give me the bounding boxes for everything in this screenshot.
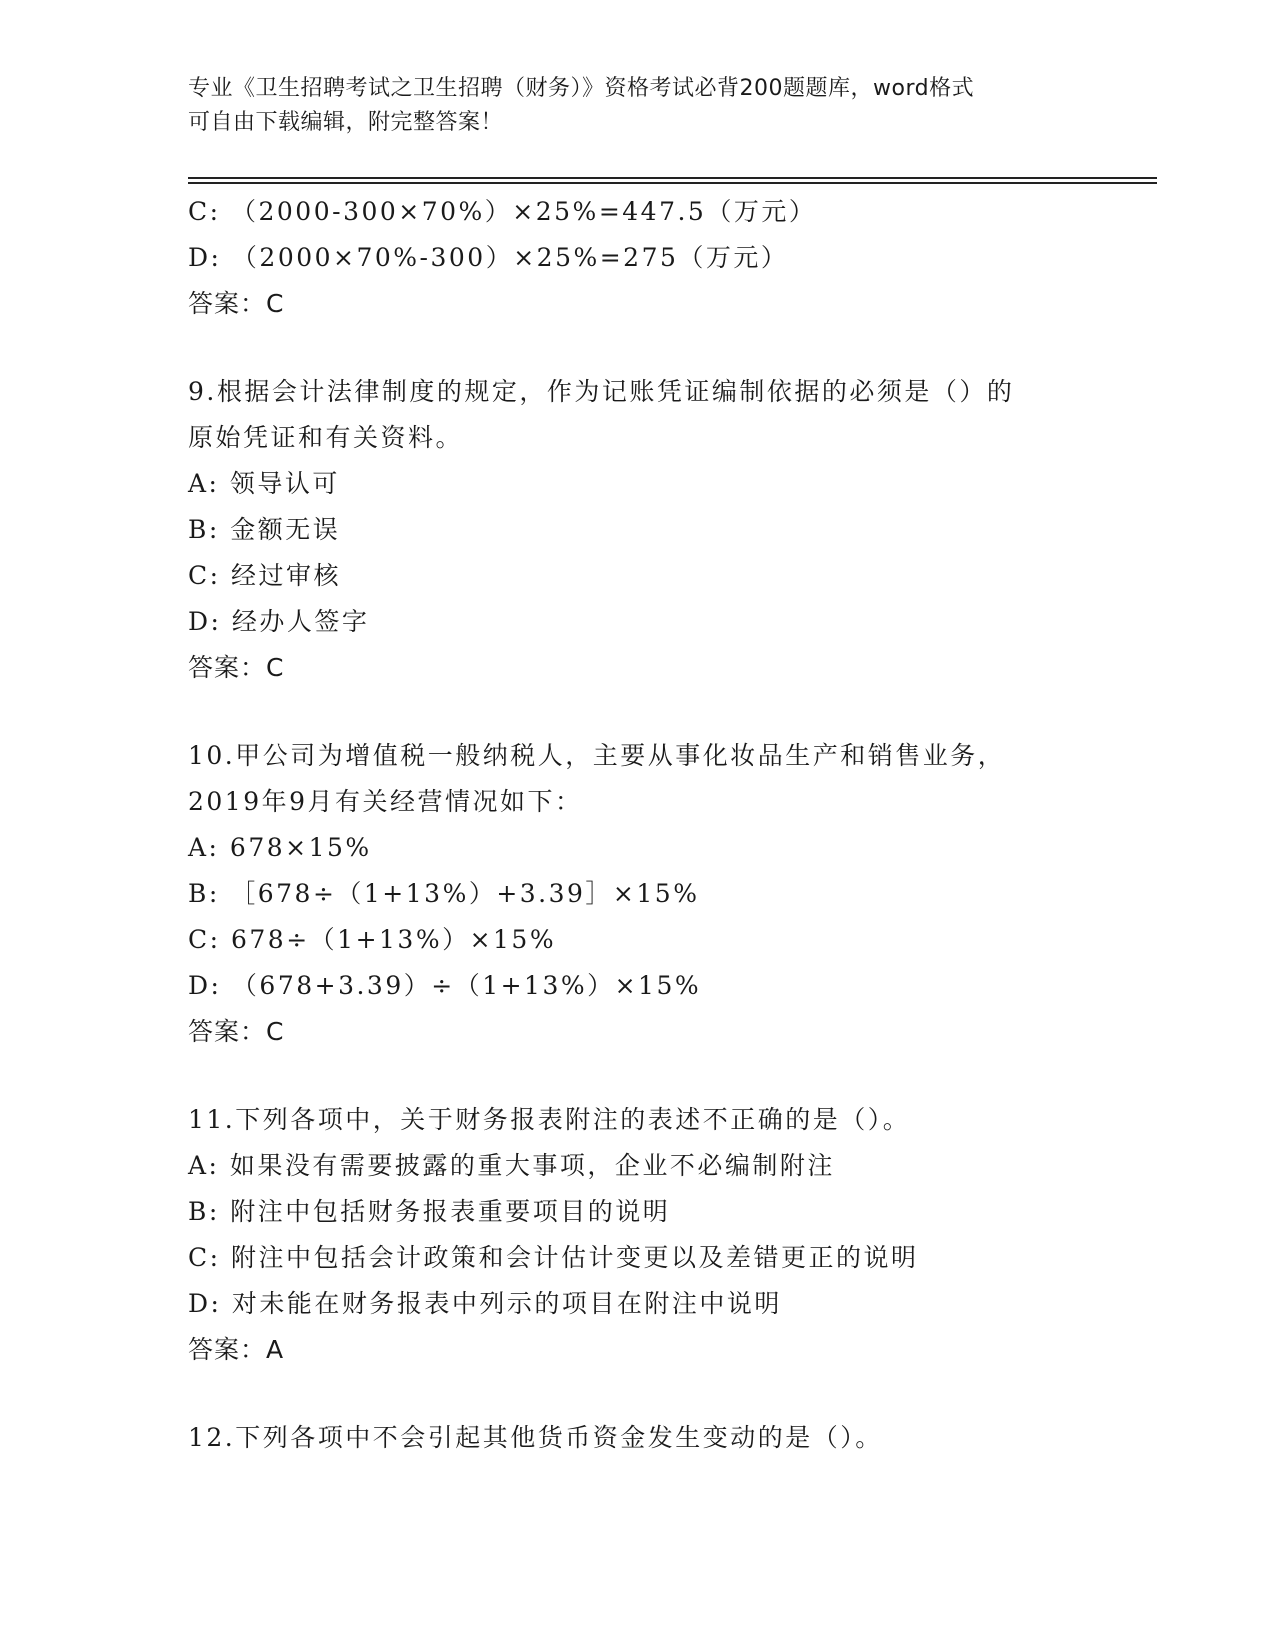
header-title-line-1: 专业《卫生招聘考试之卫生招聘（财务）》资格考试必背200题题库，word格式 [188,76,975,101]
question-9 [188,369,1148,691]
question-stem: 9.根据会计法律制度的规定，作为记账凭证编制依据的必须是（）的 [188,377,1015,406]
header-divider-bottom [188,182,1157,184]
option-b: B: 附注中包括财务报表重要项目的说明 [188,1197,671,1226]
question-12 [188,1415,1148,1461]
option-c: C: 经过审核 [188,561,341,590]
spacer [188,327,1148,369]
question-stem: 12.下列各项中不会引起其他货币资金发生变动的是（）。 [188,1423,883,1452]
option-d: D: （678+3.39）÷（1+13%）×15% [188,971,702,1000]
option-c: C: （2000-300×70%）×25%=447.5（万元） [188,197,817,226]
spacer [188,1055,1148,1097]
question-stem: 11.下列各项中，关于财务报表附注的表述不正确的是（）。 [188,1105,911,1134]
header-title-line-2: 可自由下载编辑，附完整答案！ [188,110,504,135]
answer-line: 答案：C [188,289,285,318]
question-stem-continued: 2019年9月有关经营情况如下： [188,787,583,816]
question-10 [188,733,1148,1055]
option-a: A: 如果没有需要披露的重大事项，企业不必编制附注 [188,1151,835,1180]
option-d: D: 对未能在财务报表中列示的项目在附注中说明 [188,1289,782,1318]
option-c: C: 678÷（1+13%）×15% [188,925,557,954]
question-stem: 10.甲公司为增值税一般纳税人，主要从事化妆品生产和销售业务， [188,741,1006,770]
option-a: A: 678×15% [188,833,372,862]
document-body [188,189,1148,1461]
question-stem-continued: 原始凭证和有关资料。 [188,423,464,452]
spacer [188,691,1148,733]
answer-line: 答案：A [188,1335,285,1364]
question-8-tail [188,189,1148,327]
header-divider-top [188,177,1157,179]
answer-line: 答案：C [188,1017,285,1046]
option-b: B: 金额无误 [188,515,341,544]
spacer [188,1373,1148,1415]
page-header [188,72,1088,140]
option-b: B: ［678÷（1+13%）+3.39］×15% [188,879,700,908]
option-d: D: 经办人签字 [188,607,370,636]
option-c: C: 附注中包括会计政策和会计估计变更以及差错更正的说明 [188,1243,919,1272]
option-a: A: 领导认可 [188,469,340,498]
answer-line: 答案：C [188,653,285,682]
question-11 [188,1097,1148,1373]
option-d: D: （2000×70%-300）×25%=275（万元） [188,243,789,272]
